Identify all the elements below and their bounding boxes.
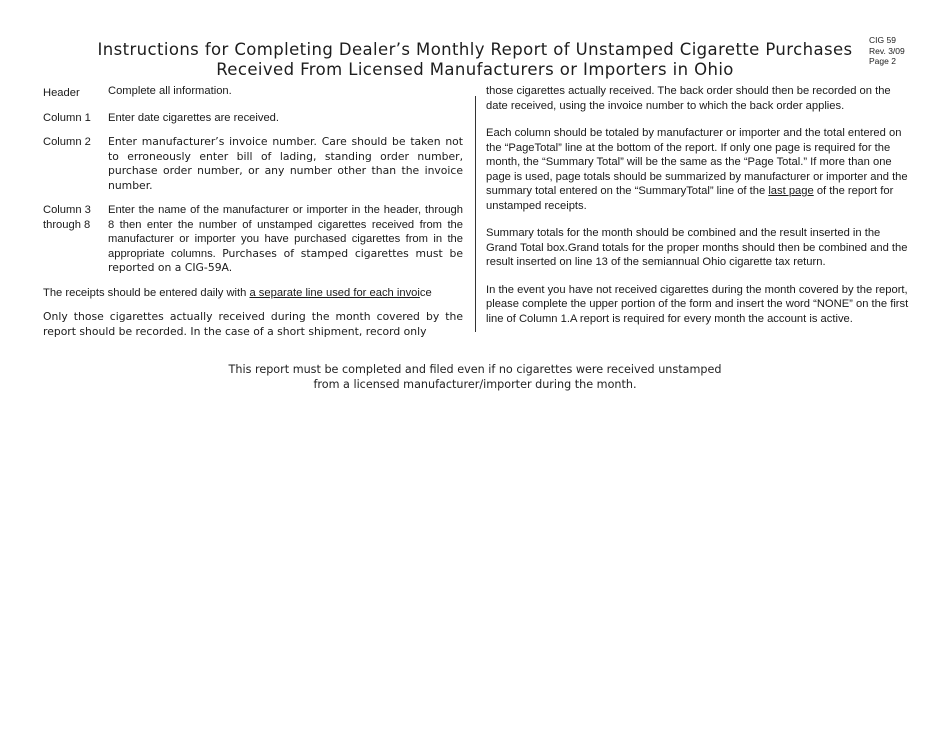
left-column [43, 84, 463, 349]
row-text: Enter manufacturer’s invoice number. Care should be taken not to erroneously enter bill of lading, standing order number, purchase order number, or any number other than the invoice number. [108, 135, 463, 192]
row-text-b: Purchases of stamped cigarettes must be reported on a CIG-59A. [108, 246, 463, 274]
right-column [486, 84, 910, 339]
row-text-a: Enter the name of the manufacturer or importer in the header, through 8 then enter the number of unstamped cigarettes received from the manufacturer or importer you have purchased cigarettes from in the appropriate columns. [108, 204, 463, 260]
summary-paragraph: Summary totals for the month should be combined and the result inserted in the Grand Total box.Grand totals for the proper months should then be combined and the result inserted on line 13 of the semiannual Ohio cigarette tax return. [486, 227, 908, 268]
last-page-underlined: last page [768, 185, 814, 197]
row-text [108, 203, 463, 276]
instruction-row-column-3-8 [43, 203, 463, 276]
receipts-prefix: The receipts should be entered daily with [43, 286, 250, 299]
row-label: Column 1 [43, 111, 91, 124]
footer-line-1: This report must be completed and filed even if no cigarettes were received unstamped [228, 363, 722, 376]
only-those-paragraph: Only those cigarettes actually received during the month covered by the report should be recorded. In the case of a short shipment, record only [43, 310, 463, 338]
form-code: CIG 59 [869, 35, 896, 45]
form-revision: Rev. 3/09 [869, 45, 905, 56]
totals-paragraph [486, 126, 910, 213]
totals-text: Each column should be totaled by manufacturer or importer and the total entered on the “PageTotal” line at the bottom of the report. If only one page is required for the month, the “Summary Total” will be the same as the “Page Total.” If more than one page is used, page totals should be summarized by manufacturer or importer and the summary total entered on the “SummaryTotal” line of the [486, 127, 908, 197]
instruction-row-header [43, 84, 463, 101]
row-label: Column 2 [43, 136, 91, 148]
row-label: Header [43, 87, 80, 99]
none-paragraph: In the event you have not received cigarettes during the month covered by the report, please complete the upper portion of the form and insert the word “NONE” on the first line of Column 1.A report is required for every month the account is active. [486, 283, 909, 325]
receipts-underlined: a separate line used for each invoi [249, 286, 420, 299]
receipts-suffix: ce [419, 286, 432, 299]
title-line-2: Received From Licensed Manufacturers or Importers in Ohio [216, 60, 734, 79]
totals-end: of the report for unstamped receipts. [486, 185, 894, 212]
receipts-note [43, 286, 463, 301]
instruction-row-column-1 [43, 111, 463, 126]
back-order-paragraph: those cigarettes actually received. The back order should then be recorded on the date received, using the invoice number to which the back order applies. [486, 85, 891, 112]
footer-line-2: from a licensed manufacturer/importer during the month. [313, 378, 637, 391]
instruction-row-column-2 [43, 135, 463, 193]
page-number: Page 2 [869, 56, 896, 66]
title-line-1: Instructions for Completing Dealer’s Monthly Report of Unstamped Cigarette Purchases [97, 40, 853, 59]
row-label: Column 3 through 8 [43, 204, 91, 231]
row-text: Enter date cigarettes are received. [108, 111, 280, 124]
page-title [60, 40, 890, 80]
row-text: Complete all information. [108, 85, 232, 97]
column-divider [475, 96, 476, 332]
footer-note [150, 362, 800, 392]
